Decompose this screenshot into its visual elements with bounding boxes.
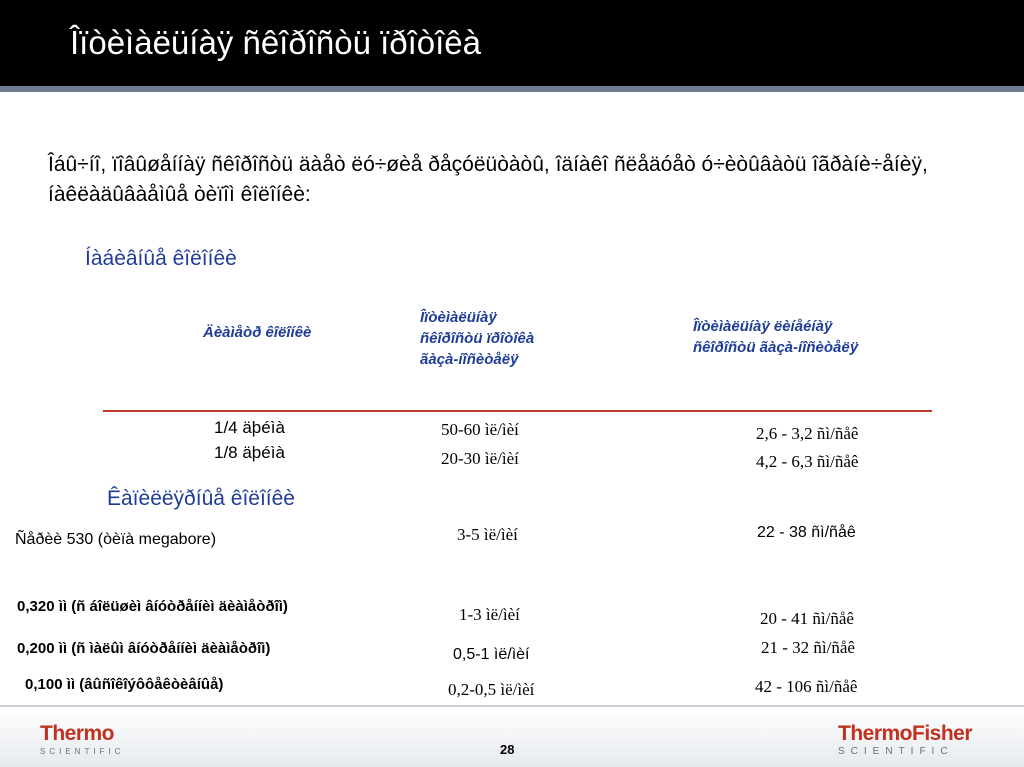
intro-paragraph: Îáû÷íî, ïîâûøåííàÿ ñêîðîñòü äàåò ëó÷øèå ðåçóëüòàòû, îäíàêî ñëåäóåò ó÷èòûâàòü îãðàíè÷åíèÿ, íàêëàäûâàåìûå òèïîì êîëîíêè: xyxy=(48,153,928,206)
thermofisher-logo-subtitle: SCIENTIFIC xyxy=(838,746,954,757)
capillary-row-2-flow: 1-3 ìë/ìèí xyxy=(459,605,520,624)
capillary-row-4-velocity: 42 - 106 ñì/ñåê xyxy=(755,677,858,696)
header-flow-line: Îïòèìàëüíàÿ xyxy=(420,309,497,326)
capillary-row-4-flow: 0,2-0,5 ìë/ìèí xyxy=(448,680,535,699)
title-underline xyxy=(0,86,1024,92)
section-capillary-heading: Êàïèëëÿðíûå êîëîíêè xyxy=(107,487,295,510)
header-velocity-line: Îïòèìàëüíàÿ ëèíåéíàÿ xyxy=(693,318,833,335)
capillary-row-1-velocity: 22 - 38 ñì/ñåê xyxy=(757,524,856,541)
thermofisher-logo-wordmark: ThermoFisher xyxy=(838,722,973,745)
header-flow-line: ãàçà-íîñèòåëÿ xyxy=(420,351,519,368)
packed-row-1-diameter: 1/4 äþéìà xyxy=(214,418,285,437)
table-header-rule xyxy=(103,410,932,412)
packed-row-2-velocity: 4,2 - 6,3 ñì/ñåê xyxy=(756,452,859,471)
header-diameter: Äèàìåòð êîëîíêè xyxy=(203,324,312,341)
slide-title: Îïòèìàëüíàÿ ñêîðîñòü ïðîòîêà xyxy=(70,24,482,61)
thermo-scientific-logo xyxy=(40,722,124,756)
packed-row-1-flow: 50-60 ìë/ìèí xyxy=(441,420,519,439)
header-velocity-line: ñêîðîñòü ãàçà-íîñèòåëÿ xyxy=(693,339,859,356)
capillary-row-2-velocity: 20 - 41 ñì/ñåê xyxy=(760,609,854,628)
thermo-logo-subtitle: SCIENTIFIC xyxy=(40,747,125,756)
packed-row-2-diameter: 1/8 äþéìà xyxy=(214,443,285,462)
packed-row-2-flow: 20-30 ìë/ìèí xyxy=(441,449,519,468)
packed-row-1-velocity: 2,6 - 3,2 ñì/ñåê xyxy=(756,424,859,443)
capillary-row-3-flow: 0,5-1 ìë/ìèí xyxy=(453,646,530,663)
thermofisher-scientific-logo xyxy=(838,722,972,757)
header-flow-line: ñêîðîñòü ïðîòîêà xyxy=(420,330,535,347)
header-flow xyxy=(420,307,534,370)
header-velocity xyxy=(693,316,858,358)
capillary-row-3-velocity: 21 - 32 ñì/ñåê xyxy=(761,638,855,657)
thermo-logo-wordmark: Thermo xyxy=(40,722,115,745)
capillary-row-1-flow: 3-5 ìë/ìèí xyxy=(457,525,518,544)
capillary-row-1-diameter: Ñåðèè 530 (òèïà megabore) xyxy=(15,531,217,548)
capillary-row-3-diameter: 0,200 ìì (ñ ìàëûì âíóòðåííèì äèàìåòðîì) xyxy=(17,640,271,657)
section-packed-heading: Íàáèâíûå êîëîíêè xyxy=(85,247,237,270)
capillary-row-4-diameter: 0,100 ìì (âûñîêîýôôåêòèâíûå) xyxy=(25,676,224,693)
capillary-row-2-diameter: 0,320 ìì (ñ áîëüøèì âíóòðåííèì äèàìåòðîì) xyxy=(17,598,288,615)
page-number: 28 xyxy=(500,742,515,757)
